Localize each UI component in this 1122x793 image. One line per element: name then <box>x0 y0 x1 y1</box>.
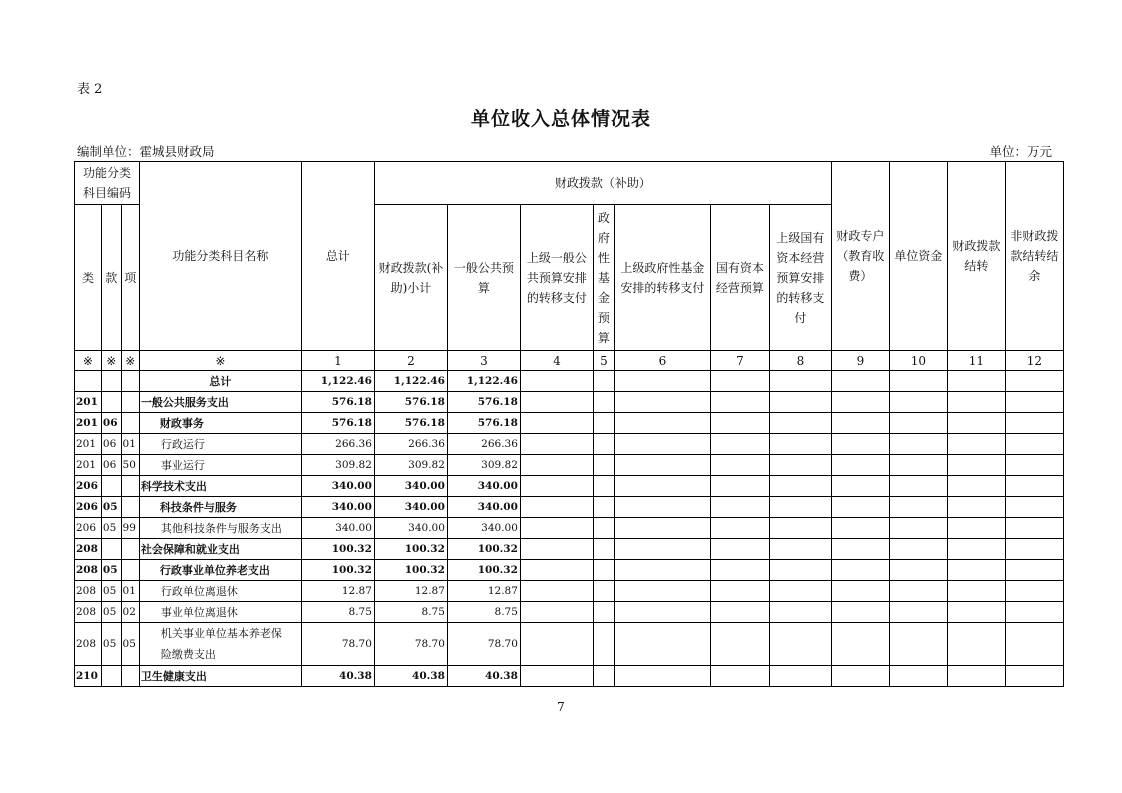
cell-subject-name: 事业单位离退休 <box>139 602 301 623</box>
cell-fiscal-subtotal: 576.18 <box>374 413 447 434</box>
cell-lei: 208 <box>75 623 102 666</box>
cell-kuan: 05 <box>101 497 121 518</box>
header-code-group: 功能分类科目编码 <box>75 162 140 205</box>
col-number: 8 <box>769 351 831 371</box>
cell-subject-name: 事业运行 <box>139 455 301 476</box>
cell-subject-name: 卫生健康支出 <box>139 666 301 687</box>
col-number: 5 <box>593 351 614 371</box>
cell-fiscal-subtotal: 1,122.46 <box>374 371 447 392</box>
table-row <box>75 371 1064 392</box>
compiling-unit: 编制单位：霍城县财政局 <box>77 144 215 159</box>
header-subject-name: 功能分类科目名称 <box>139 162 301 351</box>
header-special-fiscal: 财政专户（教育收费） <box>831 162 889 351</box>
cell-lei: 208 <box>75 539 102 560</box>
cell-subject-name: 其他科技条件与服务支出 <box>139 518 301 539</box>
header-fiscal-carryover: 财政拨款结转 <box>947 162 1005 351</box>
income-summary-table <box>74 161 1064 687</box>
cell-total: 78.70 <box>301 623 374 666</box>
cell-kuan <box>101 371 121 392</box>
col-number: 9 <box>831 351 889 371</box>
col-number: 7 <box>710 351 769 371</box>
col-number: ※ <box>75 351 102 371</box>
cell-general-budget: 340.00 <box>447 497 520 518</box>
header-xiang: 项 <box>121 205 139 351</box>
cell-kuan: 05 <box>101 518 121 539</box>
cell-general-budget: 266.36 <box>447 434 520 455</box>
cell-lei <box>75 371 102 392</box>
column-number-row <box>75 351 1064 371</box>
cell-kuan: 05 <box>101 560 121 581</box>
table-row <box>75 581 1064 602</box>
cell-lei: 201 <box>75 413 102 434</box>
table-row <box>75 392 1064 413</box>
header-gov-fund: 政府性基金预算 <box>593 205 614 351</box>
cell-total: 576.18 <box>301 413 374 434</box>
cell-fiscal-subtotal: 100.32 <box>374 560 447 581</box>
cell-subject-name: 行政运行 <box>139 434 301 455</box>
cell-kuan: 05 <box>101 623 121 666</box>
cell-fiscal-subtotal: 340.00 <box>374 497 447 518</box>
cell-general-budget: 12.87 <box>447 581 520 602</box>
cell-fiscal-subtotal: 309.82 <box>374 455 447 476</box>
table-row <box>75 602 1064 623</box>
cell-kuan <box>101 392 121 413</box>
col-number: ※ <box>121 351 139 371</box>
cell-fiscal-subtotal: 40.38 <box>374 666 447 687</box>
cell-fiscal-subtotal: 340.00 <box>374 518 447 539</box>
cell-fiscal-subtotal: 576.18 <box>374 392 447 413</box>
cell-xiang <box>121 371 139 392</box>
cell-kuan <box>101 539 121 560</box>
header-nonfiscal-carryover: 非财政拨款结转结余 <box>1005 162 1063 351</box>
col-number: 10 <box>889 351 947 371</box>
cell-xiang <box>121 392 139 413</box>
cell-total: 1,122.46 <box>301 371 374 392</box>
table-row <box>75 497 1064 518</box>
header-general-budget: 一般公共预算 <box>447 205 520 351</box>
table-row <box>75 518 1064 539</box>
cell-lei: 208 <box>75 581 102 602</box>
cell-total: 576.18 <box>301 392 374 413</box>
cell-total: 8.75 <box>301 602 374 623</box>
cell-kuan: 06 <box>101 413 121 434</box>
cell-subject-name: 财政事务 <box>139 413 301 434</box>
cell-general-budget: 8.75 <box>447 602 520 623</box>
cell-fiscal-subtotal: 12.87 <box>374 581 447 602</box>
cell-subject-name: 行政单位离退休 <box>139 581 301 602</box>
col-number: 3 <box>447 351 520 371</box>
table-row <box>75 560 1064 581</box>
cell-lei: 201 <box>75 392 102 413</box>
cell-total: 40.38 <box>301 666 374 687</box>
cell-lei: 201 <box>75 434 102 455</box>
cell-lei: 206 <box>75 476 102 497</box>
cell-xiang <box>121 560 139 581</box>
header-state-capital: 国有资本经营预算 <box>710 205 769 351</box>
cell-lei: 206 <box>75 518 102 539</box>
cell-total: 100.32 <box>301 539 374 560</box>
col-number: 12 <box>1005 351 1063 371</box>
header-unit-funds: 单位资金 <box>889 162 947 351</box>
cell-total: 100.32 <box>301 560 374 581</box>
table-row <box>75 455 1064 476</box>
cell-subject-name: 科学技术支出 <box>139 476 301 497</box>
cell-xiang: 01 <box>121 581 139 602</box>
table-number: 表 2 <box>77 82 103 97</box>
table-row <box>75 413 1064 434</box>
col-number: 2 <box>374 351 447 371</box>
cell-general-budget: 1,122.46 <box>447 371 520 392</box>
table-row <box>75 476 1064 497</box>
cell-xiang <box>121 413 139 434</box>
cell-general-budget: 40.38 <box>447 666 520 687</box>
header-kuan: 款 <box>101 205 121 351</box>
cell-xiang <box>121 497 139 518</box>
table-row <box>75 434 1064 455</box>
cell-subject-name: 总计 <box>139 371 301 392</box>
cell-total: 340.00 <box>301 518 374 539</box>
cell-general-budget: 340.00 <box>447 476 520 497</box>
header-upper-capital-transfer: 上级国有资本经营预算安排的转移支付 <box>769 205 831 351</box>
header-fiscal-subtotal: 财政拨款(补助)小计 <box>374 205 447 351</box>
table-row <box>75 539 1064 560</box>
cell-fiscal-subtotal: 8.75 <box>374 602 447 623</box>
table-row <box>75 666 1064 687</box>
cell-kuan: 05 <box>101 581 121 602</box>
page-number: 7 <box>557 700 565 714</box>
currency-unit: 单位：万元 <box>989 144 1052 159</box>
cell-subject-name: 行政事业单位养老支出 <box>139 560 301 581</box>
cell-total: 266.36 <box>301 434 374 455</box>
cell-xiang: 99 <box>121 518 139 539</box>
cell-total: 309.82 <box>301 455 374 476</box>
cell-kuan <box>101 476 121 497</box>
cell-total: 12.87 <box>301 581 374 602</box>
header-upper-general-transfer: 上级一般公共预算安排的转移支付 <box>520 205 593 351</box>
cell-lei: 206 <box>75 497 102 518</box>
cell-fiscal-subtotal: 78.70 <box>374 623 447 666</box>
cell-general-budget: 576.18 <box>447 413 520 434</box>
cell-lei: 201 <box>75 455 102 476</box>
cell-fiscal-subtotal: 100.32 <box>374 539 447 560</box>
col-number: 1 <box>301 351 374 371</box>
cell-kuan <box>101 666 121 687</box>
table-row <box>75 623 1064 666</box>
cell-fiscal-subtotal: 266.36 <box>374 434 447 455</box>
col-number: 11 <box>947 351 1005 371</box>
cell-xiang: 05 <box>121 623 139 666</box>
cell-lei: 208 <box>75 560 102 581</box>
cell-subject-name: 一般公共服务支出 <box>139 392 301 413</box>
cell-subject-name: 机关事业单位基本养老保险缴费支出 <box>139 623 301 666</box>
cell-subject-name: 社会保障和就业支出 <box>139 539 301 560</box>
cell-xiang <box>121 539 139 560</box>
cell-general-budget: 100.32 <box>447 560 520 581</box>
cell-kuan: 06 <box>101 455 121 476</box>
header-total: 总计 <box>301 162 374 351</box>
cell-general-budget: 78.70 <box>447 623 520 666</box>
cell-general-budget: 100.32 <box>447 539 520 560</box>
cell-general-budget: 576.18 <box>447 392 520 413</box>
cell-fiscal-subtotal: 340.00 <box>374 476 447 497</box>
col-number: 6 <box>614 351 710 371</box>
cell-xiang: 50 <box>121 455 139 476</box>
col-number: 4 <box>520 351 593 371</box>
col-number: ※ <box>139 351 301 371</box>
cell-total: 340.00 <box>301 476 374 497</box>
cell-xiang <box>121 666 139 687</box>
cell-xiang: 01 <box>121 434 139 455</box>
cell-subject-name: 科技条件与服务 <box>139 497 301 518</box>
header-lei: 类 <box>75 205 102 351</box>
page-title: 单位收入总体情况表 <box>470 108 651 130</box>
header-fiscal-group: 财政拨款（补助） <box>374 162 831 205</box>
cell-kuan: 06 <box>101 434 121 455</box>
cell-total: 340.00 <box>301 497 374 518</box>
cell-general-budget: 309.82 <box>447 455 520 476</box>
cell-lei: 210 <box>75 666 102 687</box>
cell-lei: 208 <box>75 602 102 623</box>
cell-kuan: 05 <box>101 602 121 623</box>
cell-xiang: 02 <box>121 602 139 623</box>
col-number: ※ <box>101 351 121 371</box>
cell-general-budget: 340.00 <box>447 518 520 539</box>
cell-xiang <box>121 476 139 497</box>
header-upper-fund-transfer: 上级政府性基金安排的转移支付 <box>614 205 710 351</box>
